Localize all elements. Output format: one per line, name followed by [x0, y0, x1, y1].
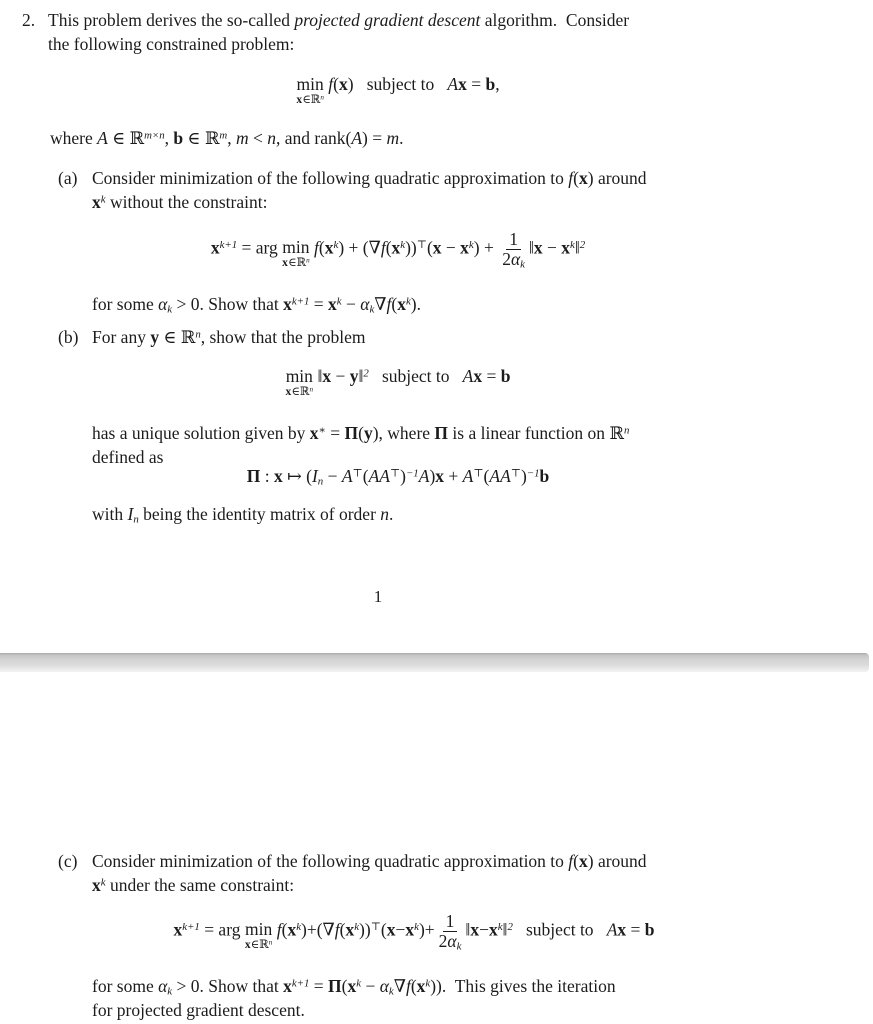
part-a-intro-line-1: Consider minimization of the following quadratic approximation to f(x) around	[92, 168, 647, 188]
intro-line-1: This problem derives the so-called projected gradient descent algorithm. Consider	[48, 10, 630, 30]
problem-2-item	[22, 10, 629, 58]
problem-intro	[48, 10, 629, 58]
part-c-intro-line-2: $x^k$ under the same constraint:	[92, 875, 295, 895]
part-b-body-line-1: has a unique solution given by x∗ = Π(y), where Π is a linear function on ℝ$^n$	[92, 423, 630, 443]
part-b-intro	[92, 327, 366, 351]
part-c	[58, 851, 647, 899]
part-c-intro	[92, 851, 647, 899]
page-divider-bar	[0, 653, 869, 672]
part-a-label: (a)	[58, 168, 78, 188]
with-line: with $I_n$ being the identity matrix of order n.	[92, 504, 394, 526]
part-b-intro-line-1: For any y ∈ ℝ$^n$, show that the problem	[92, 327, 366, 347]
equation-c: $x^{k+1}$ = arg min x∈ℝ$^n$ $f(x^k)+(\nabla f(x^k))^⊤(x-x^k)+$ $\frac{1}{2\alpha_k}$ $‖x-x^k‖^2$ subject to Ax = b	[173, 911, 655, 953]
projection-equation: Π : x ↦ $(I_n - A^⊤(AA^⊤)^{-1}A)x + A^⊤(AA^⊤)^{-1}b$	[246, 466, 550, 488]
equation-b: min x∈ℝ$^n$ ‖x − y‖$^2$ subject to Ax = b	[285, 366, 511, 398]
part-b-label: (b)	[58, 327, 79, 347]
part-a	[58, 168, 647, 216]
part-b-body-line-2: defined as	[92, 447, 164, 467]
part-a-intro	[92, 168, 647, 216]
main-constrained-equation: min x∈ℝ$^n$ f(x) subject to Ax = b,	[296, 74, 500, 106]
part-c-note-line-2: for projected gradient descent.	[92, 1000, 305, 1020]
where-line: where A ∈ ℝ$^{m\times n}$, b ∈ ℝ$^m$, m < n, and rank(A) = m.	[50, 128, 404, 148]
part-c-label: (c)	[58, 851, 78, 871]
part-c-note	[92, 976, 616, 1024]
part-b	[58, 327, 366, 351]
problem-number-label: 2.	[22, 10, 36, 30]
page-number: 1	[373, 587, 383, 606]
equation-a: $x^{k+1}$ = arg min x∈ℝ$^n$ $f(x^k) + (\nabla f(x^k))^⊤(x - x^k)$ + $\frac{1}{2\alpha_k}$ ‖x − $x^k‖^2$	[210, 229, 586, 271]
intro-line-2: the following constrained problem:	[48, 34, 295, 54]
part-c-intro-line-1: Consider minimization of the following quadratic approximation to f(x) around	[92, 851, 647, 871]
part-a-note-line: for some $\alpha_k > 0$. Show that $x^{k+1} = x^k - \alpha_k\nabla f(x^k)$.	[92, 294, 421, 316]
part-c-note-line-1: for some $\alpha_k > 0$. Show that $x^{k+1} = \Pi(x^k - \alpha_k\nabla f(x^k))$. This gives the iteration	[92, 976, 616, 998]
part-b-body	[92, 423, 629, 471]
part-a-intro-line-2: $x^k$ without the constraint:	[92, 192, 268, 212]
